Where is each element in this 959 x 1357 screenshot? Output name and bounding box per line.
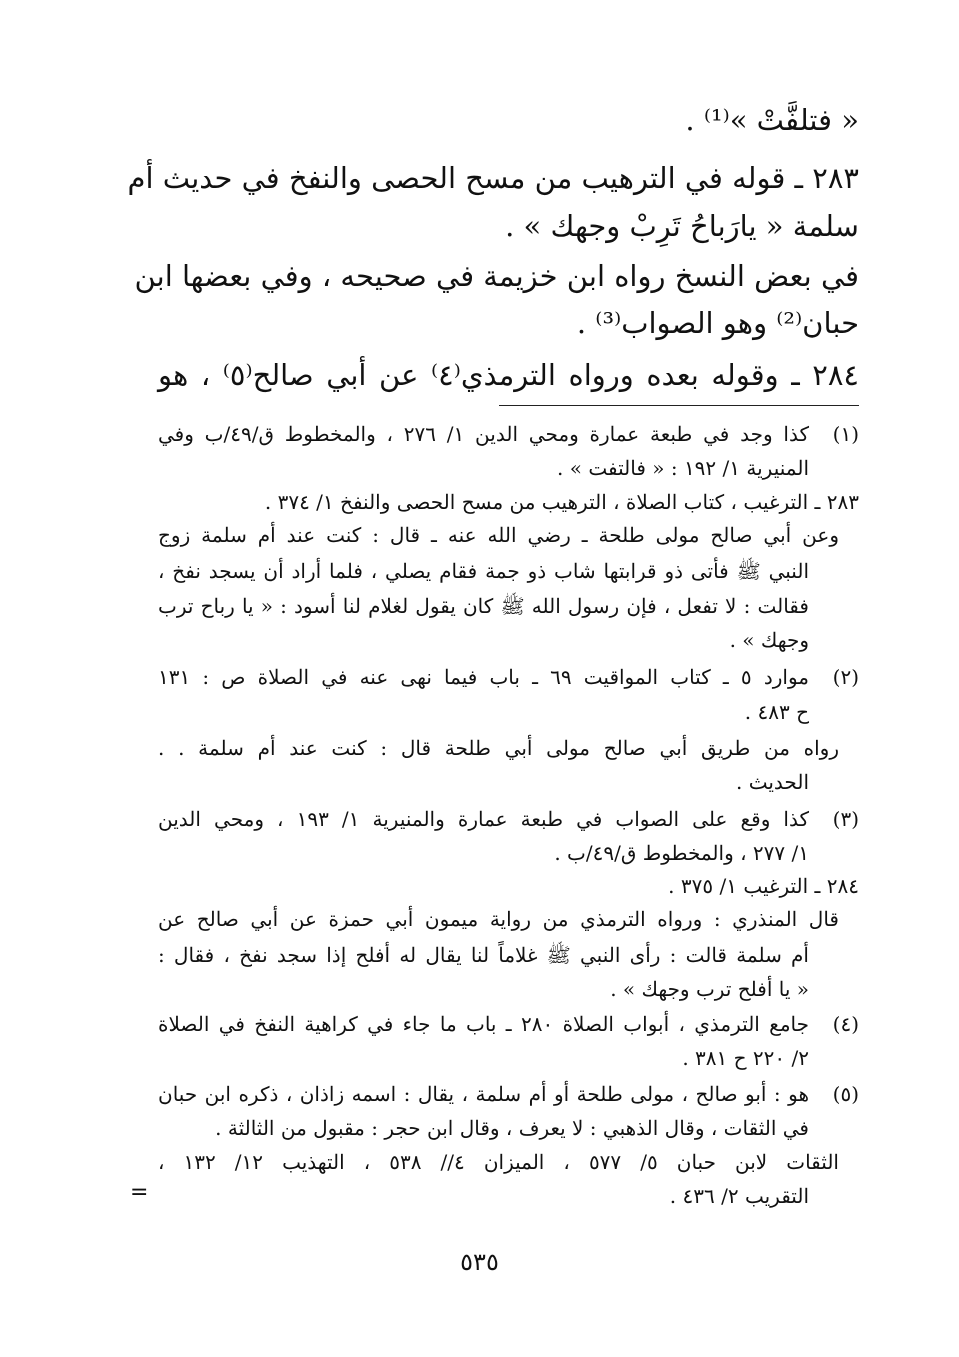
footnote-5-line-3: الثقات لابن حبان ٥/ ٥٧٧ ، الميزان ٤// ٥٣٨ ، التهذيب ١٢/ ١٣٢ ، [158, 1150, 839, 1174]
note-284-line-2: أم سلمة قالت : رأى النبي ﷺ غلاماً لنا يقال له أفلح إذا سجد نفخ ، فقال : [158, 943, 809, 967]
footnote-5-line-4: التقريب ٢/ ٤٣٦ . [669, 1184, 809, 1208]
footnote-4-line-1: جامع الترمذي ، أبواب الصلاة ٢٨٠ ـ باب ما جاء في كراهية النفخ في الصلاة [158, 1012, 809, 1036]
footnote-1-line-2: المنيرية ١/ ١٩٢ : « فالتفت » . [557, 456, 809, 480]
main-line-6: ٢٨٤ ـ وقوله بعده ورواه الترمذي⁽٤⁾ عن أبي صالح⁽٥⁾ ، هو [158, 358, 859, 392]
footnote-separator [499, 405, 859, 406]
main-line-1: « فتلفَّتْ »⁽¹⁾ . [685, 103, 859, 137]
footnote-5-line-2: في الثقات ، وقال الذهبي : لا يعرف ، وقال ابن حجر : مقبول من الثالثة . [215, 1116, 809, 1140]
page-number: ٥٣٥ [460, 1248, 499, 1276]
note-283-line-1: وعن أبي صالح مولى طلحة ـ رضي الله عنه ـ قال : كنت عند أم سلمة زوج [158, 523, 839, 547]
footnote-2-line-2: ح ٤٨٣ . [744, 700, 809, 724]
footnote-number-5: (٥) [832, 1082, 859, 1106]
main-line-3: سلمة « يارَباحُ تَرِبْ وجهك » . [505, 209, 859, 243]
footnote-1-line-1: كذا وجد في طبعة عمارة ومحي الدين ١/ ٢٧٦ ، والمخطوط ق/٤٩/ب وفي [158, 422, 809, 446]
note-284-line-3: « يا أفلح ترب وجهك » . [610, 977, 809, 1001]
footnote-2-line-3: رواه من طريق أبي صالح مولى أبي طلحة قال : كنت عند أم سلمة . . [158, 736, 839, 760]
footnote-number-1: (١) [832, 422, 859, 446]
footnote-number-2: (٢) [832, 665, 859, 689]
footnote-2-line-4: الحديث . [736, 770, 809, 794]
note-283-line-4: وجهك » . [729, 628, 809, 652]
footnote-number-4: (٤) [832, 1012, 859, 1036]
footnote-2-line-1: موارد ٥ ـ كتاب المواقيت ٦٩ ـ باب فيما نهى عنه في الصلاة ص : ١٣١ [158, 665, 809, 689]
footnote-3-line-2: ١/ ٢٧٧ ، والمخطوط ق/٤٩/ب . [554, 841, 809, 865]
note-284-heading: ٢٨٤ ـ الترغيب ١/ ٣٧٥ . [668, 874, 859, 898]
continuation-mark: = [130, 1180, 149, 1205]
note-283-line-3: فقالت : لا تفعل ، فإن رسول الله ﷺ كان يقول لغلام لنا أسود : « يا رباح ترب [158, 594, 809, 618]
note-283-line-2: النبي ﷺ فأتى ذو قرابتها شاب ذو جمة فقام يصلي ، فلما أراد أن يسجد نفخ ، [158, 559, 809, 583]
footnote-5-line-1: هو : أبو صالح ، مولى طلحة أو أم سلمة ، يقال : اسمه زاذان ، ذكره ابن حبان [158, 1082, 809, 1106]
main-line-5: حبان⁽²⁾ وهو الصواب⁽³⁾ . [576, 306, 859, 340]
note-283-heading: ٢٨٣ ـ الترغيب ، كتاب الصلاة ، الترهيب من مسح الحصى والنفخ ١/ ٣٧٤ . [264, 490, 859, 514]
footnote-4-line-2: ٢/ ٢٢٠ ح ٣٨١ . [682, 1046, 809, 1070]
footnote-3-line-1: كذا وقع على الصواب في طبعة عمارة والمنيرية ١/ ١٩٣ ، ومحي الدين [158, 807, 810, 831]
main-line-2: ٢٨٣ ـ قوله في الترهيب من مسح الحصى والنفخ في حديث أم [127, 161, 859, 195]
note-284-line-1: قال المنذري : ورواه الترمذي من رواية ميمون أبي حمزة عن أبي صالح عن [158, 907, 839, 931]
main-line-4: في بعض النسخ رواه ابن خزيمة في صحيحه ، وفي بعضها ابن [134, 259, 859, 293]
footnote-number-3: (٣) [832, 807, 859, 831]
